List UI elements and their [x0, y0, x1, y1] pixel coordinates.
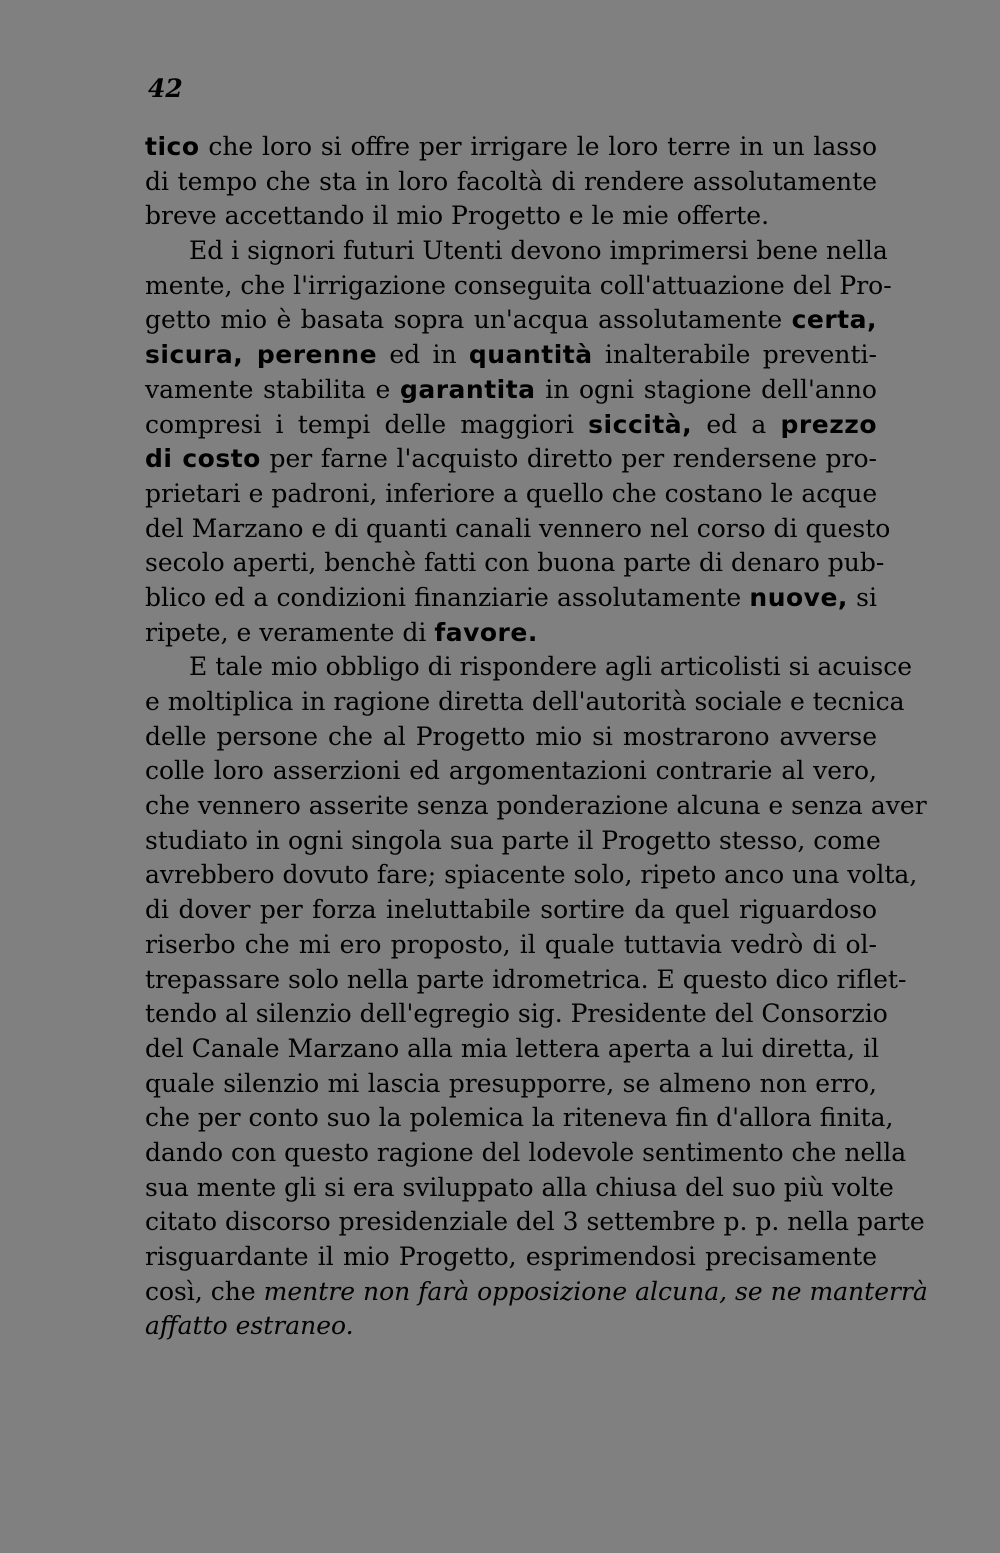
text-segment: delle persone che al Progetto mio si mostrarono avverse [145, 721, 877, 751]
emphasized-text: garantita [399, 374, 536, 404]
text-segment: che per conto suo la polemica la riteneva fin d'allora finita, [145, 1103, 894, 1133]
text-segment: prietari e padroni, inferiore a quello che costano le acque [145, 478, 878, 508]
emphasized-text: certa, [791, 305, 877, 335]
text-line [145, 1171, 894, 1206]
body-text [145, 130, 928, 1344]
emphasized-text: favore. [434, 617, 538, 647]
text-line [145, 303, 877, 338]
text-segment: che loro si offre per irrigare le loro terre in un lasso [199, 132, 877, 161]
text-segment: risguardante il mio Progetto, esprimendosi precisamente [145, 1242, 877, 1271]
text-line [145, 824, 881, 859]
text-line [145, 1101, 894, 1136]
emphasized-text: di costo [145, 444, 261, 474]
emphasized-text: prezzo [780, 409, 877, 439]
text-line [145, 616, 877, 651]
text-line [145, 997, 888, 1032]
text-segment: mente, che l'irrigazione conseguita coll'attuazione del Pro- [145, 270, 892, 300]
text-line [145, 650, 913, 685]
text-line [145, 234, 888, 269]
text-segment: così, che [145, 1276, 264, 1306]
text-segment: citato discorso presidenziale del 3 settembre p. p. nella parte [145, 1207, 925, 1237]
text-line [145, 1309, 877, 1344]
text-line [145, 1032, 877, 1067]
text-segment: compresi i tempi delle maggiori [145, 409, 589, 439]
text-segment: secolo aperti, benchè fatti con buona parte di denaro pub- [145, 548, 885, 578]
text-line [145, 1240, 877, 1275]
text-segment: per farne l'acquisto diretto per rendersene pro- [260, 444, 878, 474]
text-line [145, 720, 877, 755]
emphasized-text: nuove, [749, 582, 848, 612]
text-line [145, 685, 905, 720]
emphasized-text: quantità [468, 340, 593, 370]
text-segment: dando con questo ragione del lodevole sentimento che nella [145, 1137, 907, 1167]
text-segment: sua mente gli si era sviluppato alla chiusa del suo più volte [145, 1172, 894, 1202]
text-line [145, 858, 918, 893]
text-segment: si [847, 582, 877, 612]
text-segment: Ed i signori futuri Utenti devono imprimersi bene nella [189, 236, 888, 266]
text-segment: colle loro asserzioni ed argomentazioni contrarie al vero, [145, 756, 877, 786]
text-line [145, 130, 877, 165]
text-segment: tendo al silenzio dell'egregio sig. Presidente del Consorzio [145, 999, 888, 1029]
text-segment: in ogni stagione dell'anno [535, 374, 877, 404]
italic-text: mentre non farà opposizione alcuna, se ne manterrà [263, 1276, 928, 1306]
text-line [145, 512, 891, 547]
text-segment: ripete, e veramente di [145, 617, 435, 647]
text-segment: vamente stabilita e [145, 374, 400, 404]
text-segment: del Canale Marzano alla mia lettera aperta a lui diretta, il [145, 1033, 879, 1063]
text-segment: breve accettando il mio Progetto e le mie offerte. [145, 201, 770, 231]
text-segment: getto mio è basata sopra un'acqua assolutamente [145, 305, 792, 335]
text-segment: riserbo che mi ero proposto, il quale tuttavia vedrò di ol- [145, 929, 877, 959]
text-line [145, 754, 877, 789]
text-segment: e moltiplica in ragione diretta dell'autorità sociale e tecnica [145, 687, 905, 716]
text-segment: quale silenzio mi lascia presupporre, se almeno non erro, [145, 1068, 877, 1098]
text-segment: studiato in ogni singola sua parte il Progetto stesso, come [145, 825, 881, 855]
text-segment: E tale mio obbligo di rispondere agli articolisti si acuisce [189, 652, 913, 682]
text-line [145, 1067, 877, 1102]
text-line [145, 546, 885, 581]
text-line [145, 581, 877, 616]
text-line [145, 1136, 907, 1171]
text-line [145, 963, 907, 998]
text-segment: avrebbero dovuto fare; spiacente solo, ripeto anco una volta, [145, 860, 918, 890]
text-segment: del Marzano e di quanti canali vennero nel corso di questo [145, 513, 891, 543]
text-line [145, 442, 877, 477]
emphasized-text: tico [145, 132, 200, 161]
text-line [145, 165, 877, 200]
text-line [145, 269, 892, 304]
text-segment: trepassare solo nella parte idrometrica. E questo dico riflet- [145, 964, 907, 994]
text-segment: inalterabile preventi- [592, 340, 877, 370]
text-line [145, 1275, 928, 1310]
italic-text: affatto estraneo. [145, 1311, 354, 1341]
text-segment: di dover per forza ineluttabile sortire da quel riguardoso [145, 895, 877, 925]
text-segment: ed in [377, 340, 469, 370]
text-line [145, 1205, 925, 1240]
text-segment: ed a [692, 409, 781, 439]
text-line [145, 477, 877, 512]
text-line [145, 373, 877, 408]
text-line [145, 199, 877, 234]
text-line [145, 928, 877, 963]
text-segment: blico ed a condizioni finanziarie assolutamente [145, 582, 750, 612]
emphasized-text: siccità, [588, 409, 693, 439]
text-line [145, 408, 877, 443]
text-line [145, 338, 877, 373]
text-segment: di tempo che sta in loro facoltà di rendere assolutamente [145, 166, 877, 196]
text-line [145, 789, 927, 824]
page-number: 42 [148, 74, 183, 103]
text-line [145, 893, 877, 928]
text-segment: che vennero asserite senza ponderazione alcuna e senza aver [145, 791, 927, 821]
emphasized-text: sicura, perenne [145, 340, 378, 370]
